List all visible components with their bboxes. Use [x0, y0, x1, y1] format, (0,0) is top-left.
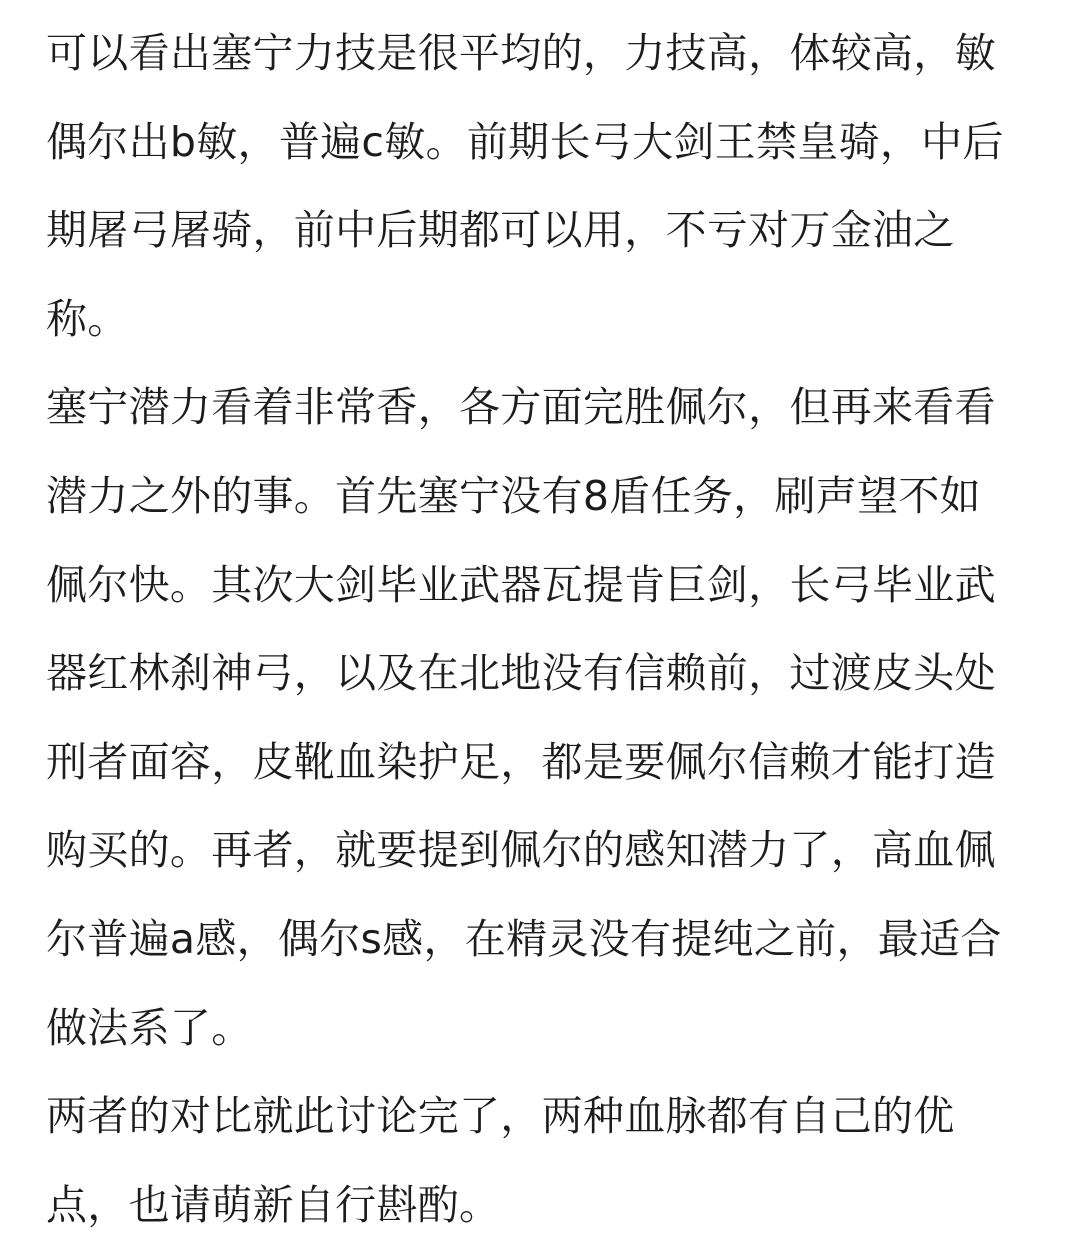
text-line: 尔普遍a感，偶尔s感，在精灵没有提纯之前，最适合 — [46, 914, 1002, 963]
text-line: 塞宁潜力看着非常香，各方面完胜佩尔，但再来看看 — [46, 383, 996, 432]
text-line: 佩尔快。其次大剑毕业武器瓦提肯巨剑，长弓毕业武 — [46, 560, 996, 609]
text-line: 可以看出塞宁力技是很平均的，力技高，体较高，敏 — [46, 29, 996, 77]
text-line: 称。 — [46, 294, 129, 343]
paragraph — [46, 363, 1046, 1072]
text-line: 刑者面容，皮靴血染护足，都是要佩尔信赖才能打造 — [46, 737, 996, 786]
paragraph — [46, 9, 1046, 363]
text-line: 两者的对比就此讨论完了，两种血脉都有自己的优 — [46, 1092, 955, 1141]
article-body — [46, 9, 1046, 1249]
text-line: 点，也请萌新自行斟酌。 — [46, 1180, 501, 1229]
text-line: 器红林刹神弓，以及在北地没有信赖前，过渡皮头处 — [46, 649, 996, 698]
text-line: 购买的。再者，就要提到佩尔的感知潜力了，高血佩 — [46, 826, 996, 875]
text-line: 做法系了。 — [46, 1003, 253, 1052]
text-line: 期屠弓屠骑，前中后期都可以用，不亏对万金油之 — [46, 206, 955, 255]
text-line: 偶尔出b敏，普遍c敏。前期长弓大剑王禁皇骑，中后 — [46, 117, 1004, 166]
text-line: 潜力之外的事。首先塞宁没有8盾任务，刷声望不如 — [46, 471, 981, 520]
paragraph — [46, 1072, 1046, 1249]
